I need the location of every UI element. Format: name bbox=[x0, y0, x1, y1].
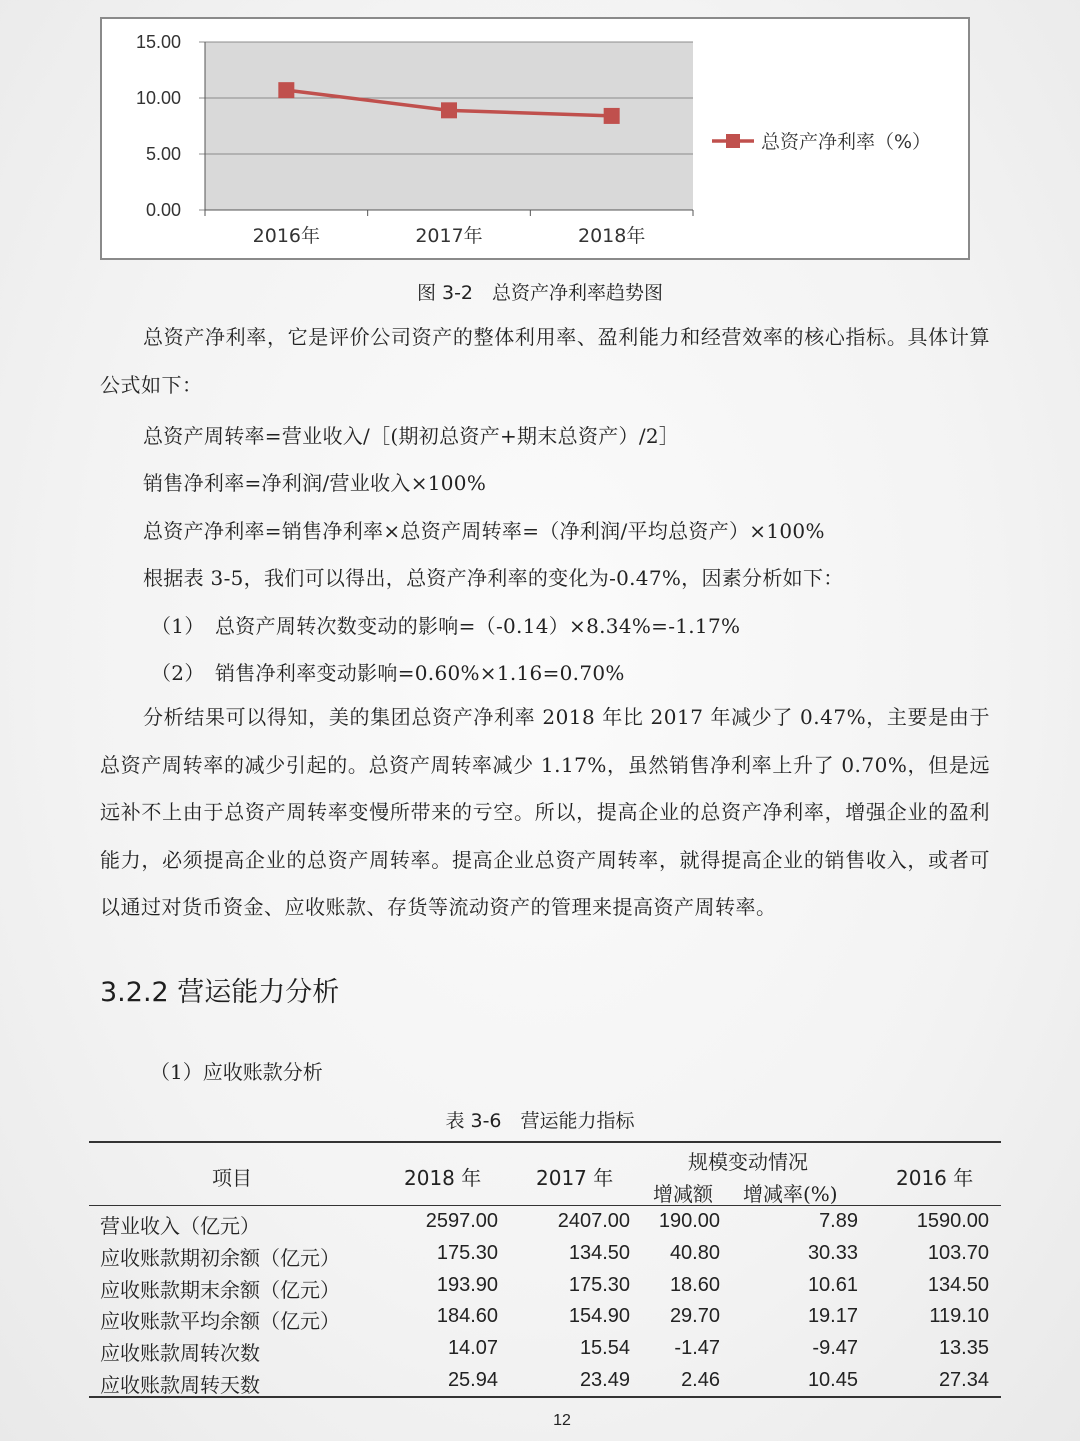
table-cell: 13.35 bbox=[938, 1337, 989, 1360]
table-row-label: 应收账款周转天数 bbox=[100, 1373, 260, 1397]
table-cell: 18.60 bbox=[669, 1273, 720, 1296]
table-cell: -9.47 bbox=[812, 1337, 858, 1360]
header-2016: 2016 年 bbox=[896, 1166, 974, 1190]
factor-item-2-number: （2） bbox=[151, 661, 205, 685]
legend-marker bbox=[726, 134, 740, 148]
formula-net-profit-margin: 销售净利率=净利润/营业收入×100% bbox=[143, 471, 487, 495]
page-number: 12 bbox=[553, 1412, 571, 1429]
table-top-rule bbox=[89, 1141, 1001, 1143]
table-cell: 30.33 bbox=[807, 1241, 858, 1264]
x-tick-label: 2018年 bbox=[577, 225, 646, 247]
y-tick-label: 0.00 bbox=[145, 200, 181, 220]
table-cell: 190.00 bbox=[658, 1210, 720, 1232]
table-row-label: 应收账款期末余额（亿元） bbox=[100, 1277, 340, 1302]
table-caption: 表 3-6 营运能力指标 bbox=[445, 1110, 635, 1132]
table-row-label: 应收账款周转次数 bbox=[100, 1341, 260, 1366]
factor-item-1 bbox=[143, 610, 740, 639]
table-cell: 25.94 bbox=[447, 1369, 498, 1391]
table-cell: 2.46 bbox=[681, 1369, 720, 1391]
plot-area bbox=[205, 42, 693, 210]
header-2018: 2018 年 bbox=[404, 1166, 482, 1190]
header-change-amount: 增减额 bbox=[653, 1182, 713, 1206]
legend-label: 总资产净利率（%） bbox=[761, 131, 932, 153]
section-heading: 3.2.2 营运能力分析 bbox=[100, 977, 340, 1008]
header-change-rate: 增减率(%) bbox=[743, 1182, 838, 1206]
net-return-on-assets-chart bbox=[100, 17, 970, 260]
table-cell: 15.54 bbox=[579, 1337, 630, 1360]
table-row-label: 应收账款期初余额（亿元） bbox=[100, 1245, 340, 1270]
table-cell: 10.45 bbox=[807, 1369, 858, 1391]
factor-item-1-number: （1） bbox=[151, 614, 205, 638]
table-cell: 40.80 bbox=[669, 1241, 720, 1264]
data-point bbox=[441, 102, 457, 118]
chart-canvas bbox=[102, 19, 968, 258]
paragraph-intro: 总资产净利率，它是评价公司资产的整体利用率、盈利能力和经营效率的核心指标。具体计算公式如下： bbox=[100, 325, 990, 397]
subsection-heading: （1）应收账款分析 bbox=[150, 1060, 323, 1084]
table-row-label: 营业收入（亿元） bbox=[100, 1214, 260, 1238]
factor-item-2 bbox=[143, 657, 625, 686]
table-cell: 27.34 bbox=[938, 1369, 989, 1391]
figure-caption: 图 3-2 总资产净利率趋势图 bbox=[416, 282, 664, 304]
table-cell: 2407.00 bbox=[557, 1210, 630, 1232]
table-cell: 14.07 bbox=[447, 1337, 498, 1360]
factor-item-2-text: 销售净利率变动影响=0.60%×1.16=0.70% bbox=[215, 661, 625, 685]
table-cell: 1590.00 bbox=[916, 1210, 989, 1232]
factor-analysis-intro: 根据表 3-5，我们可以得出，总资产净利率的变化为-0.47%，因素分析如下： bbox=[143, 566, 844, 590]
y-tick-label: 15.00 bbox=[135, 32, 181, 52]
table-cell: 134.50 bbox=[927, 1273, 989, 1296]
table-row-label: 应收账款平均余额（亿元） bbox=[100, 1309, 340, 1334]
factor-item-1-text: 总资产周转次数变动的影响=（-0.14）×8.34%=-1.17% bbox=[215, 614, 741, 638]
table-cell: 184.60 bbox=[436, 1305, 498, 1328]
table-cell: 103.70 bbox=[927, 1241, 989, 1264]
table-cell: 23.49 bbox=[579, 1369, 630, 1391]
header-item: 项目 bbox=[212, 1166, 252, 1190]
y-tick-label: 5.00 bbox=[145, 144, 181, 164]
table-cell: 175.30 bbox=[436, 1241, 498, 1264]
table-cell: 175.30 bbox=[568, 1273, 630, 1296]
y-tick-label: 10.00 bbox=[135, 88, 181, 108]
table-cell: -1.47 bbox=[674, 1337, 720, 1360]
paragraph-conclusion: 分析结果可以得知，美的集团总资产净利率 2018 年比 2017 年减少了 0.47%，主要是由于总资产周转率的减少引起的。总资产周转率减少 1.17%，虽然销售净利率上升了 0.70%，但是远远补不上由于总资产周转率变慢所带来的亏空。所以，提高企业的总资产净利率，增强企业的盈利能力，必须提高企业的总资产周转率。提高企业总资产周转率，就得提高企业的销售收入，或者可以通过对货币资金、应收账款、存货等流动资产的管理来提高资产周转率。 bbox=[100, 705, 990, 919]
x-tick-label: 2017年 bbox=[415, 225, 483, 247]
data-point bbox=[278, 82, 294, 98]
x-tick-label: 2016年 bbox=[252, 225, 321, 247]
table-cell: 10.61 bbox=[807, 1273, 858, 1296]
table-cell: 134.50 bbox=[568, 1241, 630, 1264]
table-cell: 19.17 bbox=[807, 1305, 858, 1328]
formula-asset-turnover: 总资产周转率=营业收入/［(期初总资产+期末总资产）/2］ bbox=[143, 424, 680, 448]
formula-return-on-assets: 总资产净利率=销售净利率×总资产周转率=（净利润/平均总资产）×100% bbox=[143, 519, 825, 543]
table-cell: 119.10 bbox=[929, 1305, 989, 1328]
table-cell: 154.90 bbox=[568, 1305, 630, 1328]
data-point bbox=[604, 108, 620, 124]
table-header-rule bbox=[89, 1205, 1001, 1206]
table-cell: 193.90 bbox=[436, 1273, 498, 1296]
table-cell: 7.89 bbox=[819, 1210, 858, 1232]
header-scale-change: 规模变动情况 bbox=[688, 1150, 808, 1174]
header-2017: 2017 年 bbox=[536, 1166, 614, 1190]
table-cell: 2597.00 bbox=[425, 1210, 498, 1232]
table-cell: 29.70 bbox=[669, 1305, 720, 1328]
